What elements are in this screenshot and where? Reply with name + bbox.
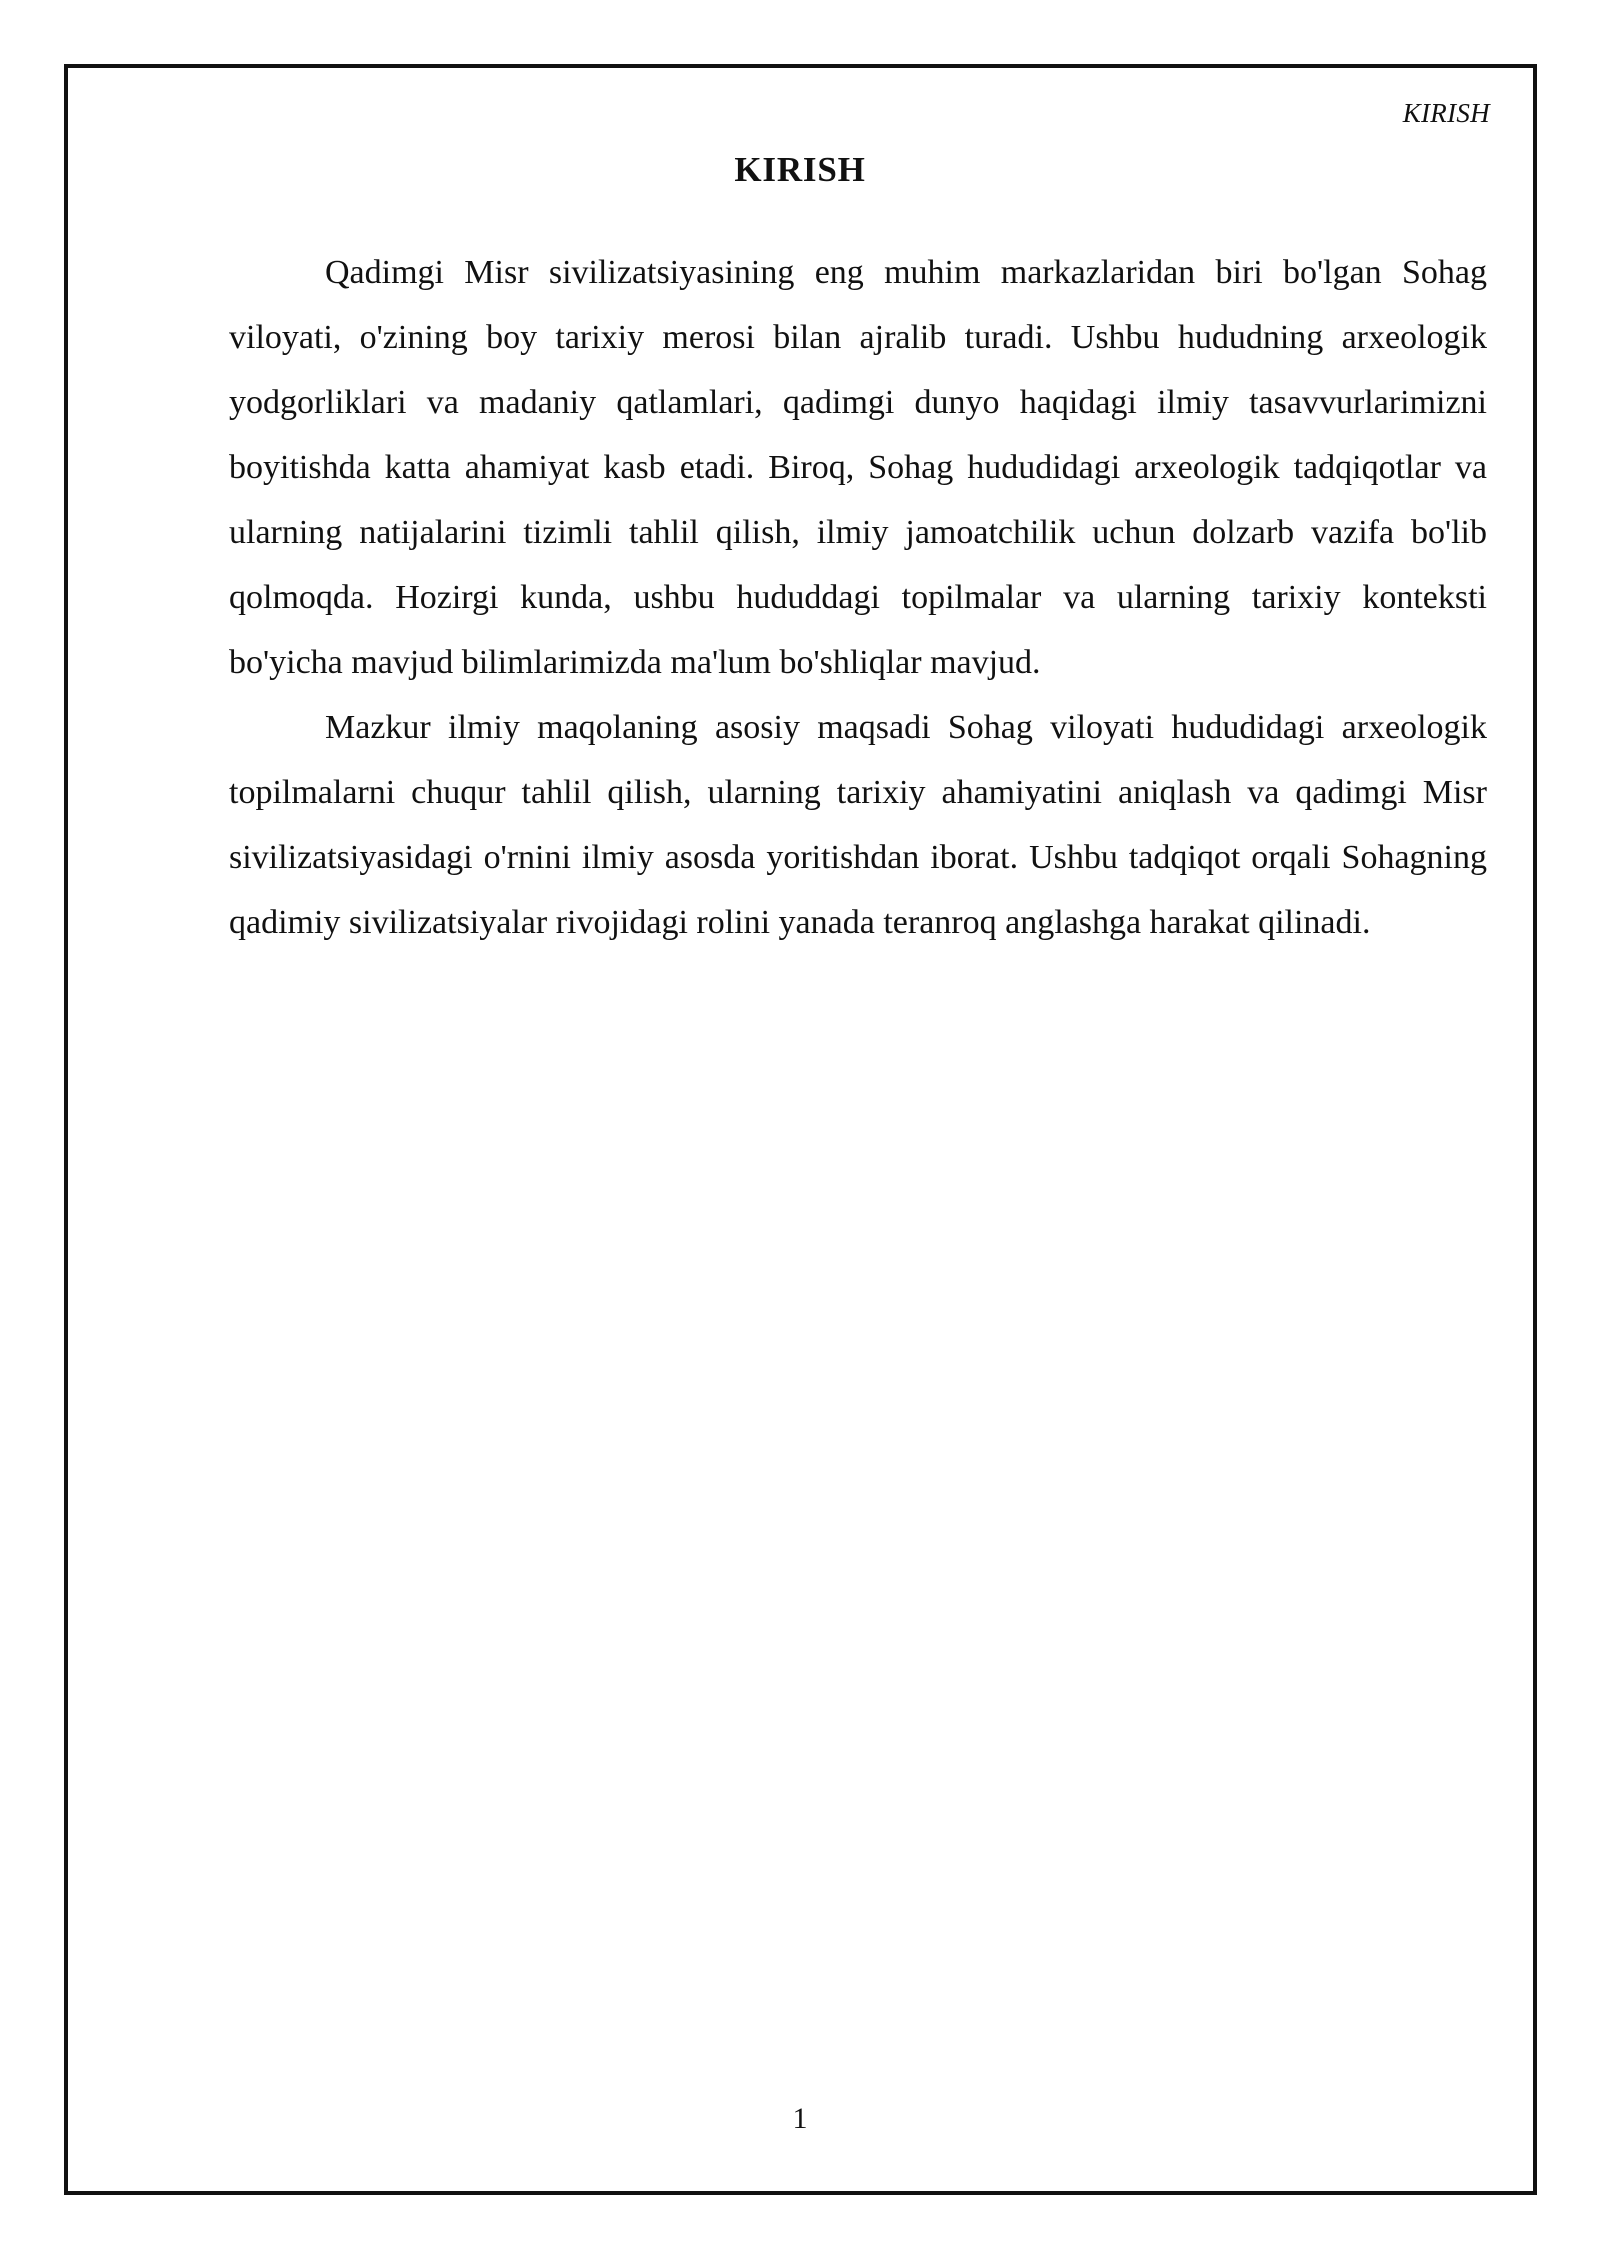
page-number: 1 [792,2102,808,2135]
page-title: KIRISH [734,150,866,189]
paragraph-2: Mazkur ilmiy maqolaning asosiy maqsadi Sohag viloyati hududidagi arxeologik topilmalarni chuqur tahlil qilish, ularning tarixiy ahamiyatini aniqlash va qadimgi Misr sivilizatsiyasidagi o'rnini ilmiy asosda yoritishdan iborat. Ushbu tadqiqot orqali Sohagning qadimiy sivilizatsiyalar rivojidagi rolini yanada teranroq anglashga harakat qilinadi. [229,709,1487,941]
body-text [229,240,1487,955]
running-header: KIRISH [1402,98,1490,128]
paragraph-1: Qadimgi Misr sivilizatsiyasining eng muhim markazlaridan biri bo'lgan Sohag viloyati, o'zining boy tarixiy merosi bilan ajralib turadi. Ushbu hududning arxeologik yodgorliklari va madaniy qatlamlari, qadimgi dunyo haqidagi ilmiy tasavvurlarimizni boyitishda katta ahamiyat kasb etadi. Biroq, Sohag hududidagi arxeologik tadqiqotlar va ularning natijalarini tizimli tahlil qilish, ilmiy jamoatchilik uchun dolzarb vazifa bo'lib qolmoqda. Hozirgi kunda, ushbu hududdagi topilmalar va ularning tarixiy konteksti bo'yicha mavjud bilimlarimizda ma'lum bo'shliqlar mavjud. [229,254,1487,681]
